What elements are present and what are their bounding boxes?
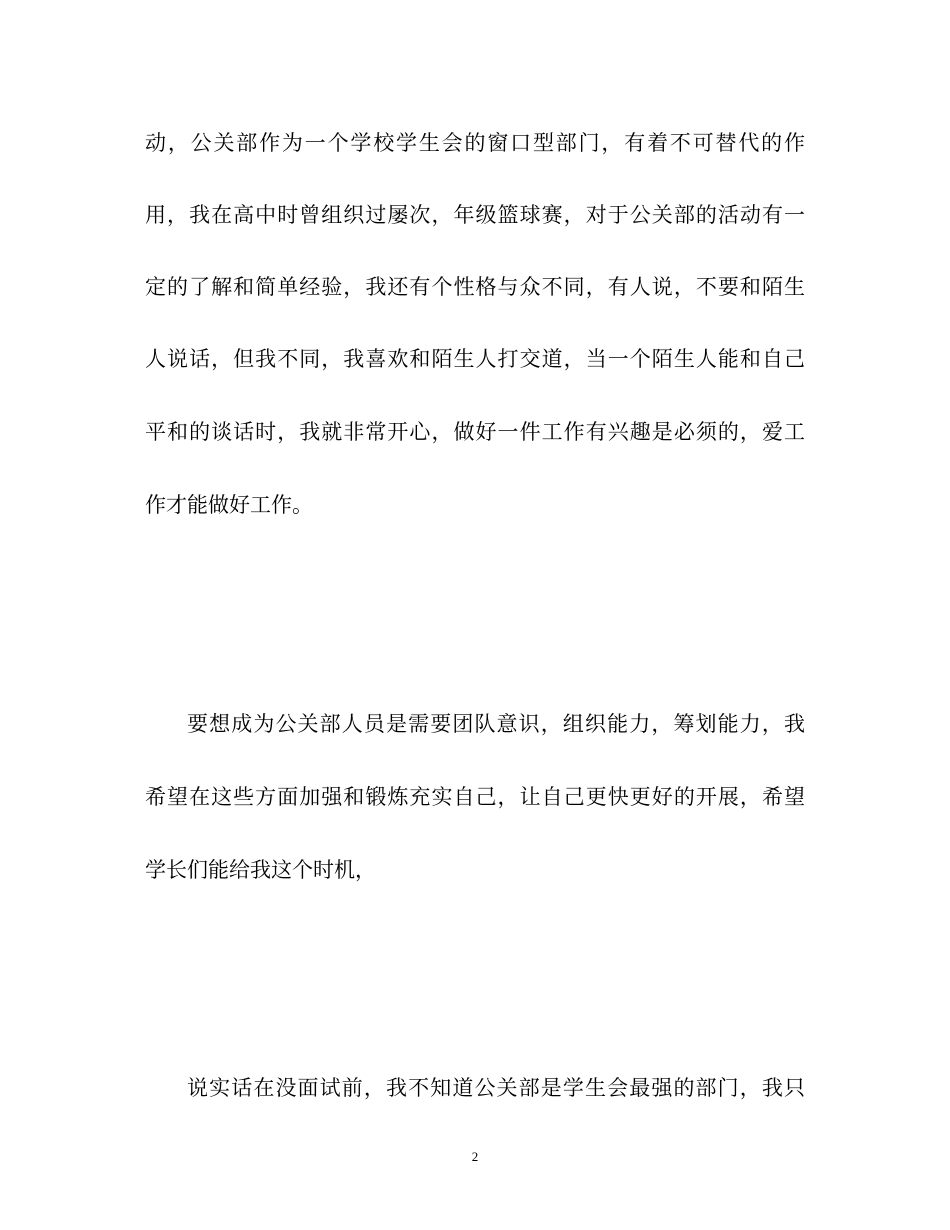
page-number: 2 xyxy=(471,1149,479,1164)
paragraph-1-line-4: 人说话，但我不同，我喜欢和陌生人打交道，当一个陌生人能和自己 xyxy=(145,347,805,371)
paragraph-1-line-3: 定的了解和简单经验，我还有个性格与众不同，有人说，不要和陌生 xyxy=(145,275,805,299)
paragraph-2-line-3: 学长们能给我这个时机， xyxy=(145,858,376,882)
paragraph-1-line-6: 作才能做好工作。 xyxy=(145,493,313,517)
paragraph-2-line-1: 要想成为公关部人员是需要团队意识，组织能力，筹划能力，我 xyxy=(187,712,805,736)
paragraph-1-line-2: 用，我在高中时曾组织过屡次，年级篮球赛，对于公关部的活动有一 xyxy=(145,203,805,227)
paragraph-2-line-2: 希望在这些方面加强和锻炼充实自己，让自己更快更好的开展，希望 xyxy=(145,785,805,809)
paragraph-1-line-1: 动，公关部作为一个学校学生会的窗口型部门，有着不可替代的作 xyxy=(145,131,805,155)
paragraph-3-line-1: 说实话在没面试前，我不知道公关部是学生会最强的部门，我只 xyxy=(187,1076,805,1100)
paragraph-1-line-5: 平和的谈话时，我就非常开心，做好一件工作有兴趣是必须的，爱工 xyxy=(145,420,805,444)
